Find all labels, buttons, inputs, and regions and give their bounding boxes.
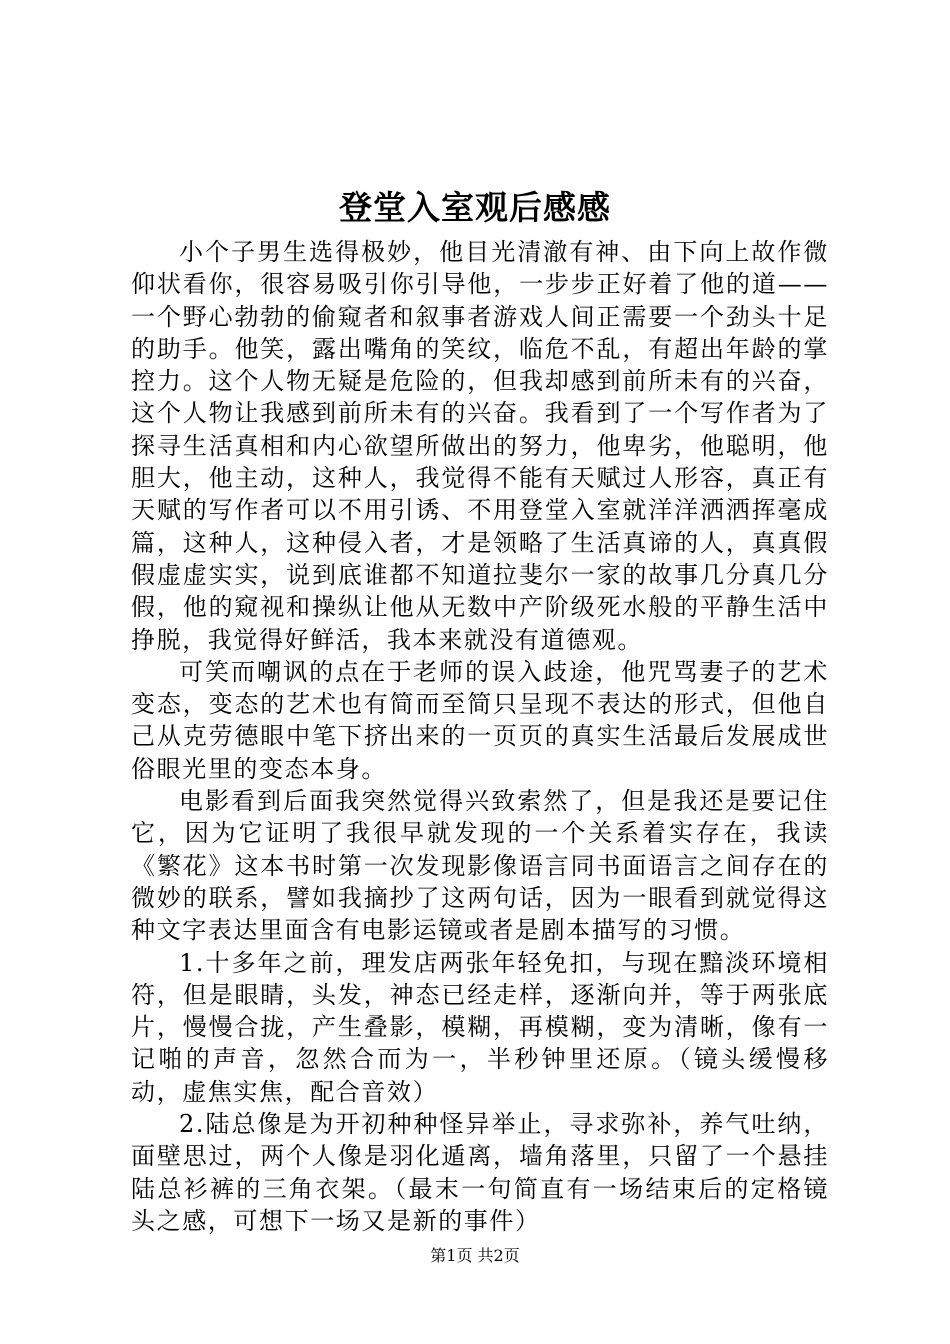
- paragraph-3: 电影看到后面我突然觉得兴致索然了，但是我还是要记住它，因为它证明了我很早就发现的一个关系着实存在，我读《繁花》这本书时第一次发现影像语言同书面语言之间存在的微妙的联系，譬如我摘抄了这两句话，因为一眼看到就觉得这种文字表达里面含有电影运镜或者是剧本描写的习惯。: [131, 787, 829, 945]
- page-number-footer: 第1页 共2页: [430, 1246, 520, 1265]
- paragraph-4: 1.十多年之前，理发店两张年轻免扣，与现在黯淡环境相符，但是眼睛，头发，神态已经走样，逐渐向并，等于两张底片，慢慢合拢，产生叠影，模糊，再模糊，变为清晰，像有一记啪的声音，忽然合而为一，半秒钟里还原。（镜头缓慢移动，虚焦实焦，配合音效）: [131, 948, 829, 1106]
- paragraph-5: 2.陆总像是为开初种种怪异举止，寻求弥补，养气吐纳，面壁思过，两个人像是羽化遁离，墙角落里，只留了一个悬挂陆总衫裤的三角衣架。（最末一句简直有一场结束后的定格镜头之感，可想下一场又是新的事件）: [131, 1110, 829, 1235]
- paragraph-2: 可笑而嘲讽的点在于老师的误入歧途，他咒骂妻子的艺术变态，变态的艺术也有简而至简只呈现不表达的形式，但他自己从克劳德眼中笔下挤出来的一页页的真实生活最后发展成世俗眼光里的变态本身。: [131, 657, 829, 783]
- document-body: [131, 236, 829, 1237]
- paragraph-1: 小个子男生选得极妙，他目光清澈有神、由下向上故作微仰状看你，很容易吸引你引导他，一步步正好着了他的道——一个野心勃勃的偷窥者和叙事者游戏人间正需要一个劲头十足的助手。他笑，露出嘴角的笑纹，临危不乱，有超出年龄的掌控力。这个人物无疑是危险的，但我却感到前所未有的兴奋，这个人物让我感到前所未有的兴奋。我看到了一个写作者为了探寻生活真相和内心欲望所做出的努力，他卑劣，他聪明，他胆大，他主动，这种人，我觉得不能有天赋过人形容，真正有天赋的写作者可以不用引诱、不用登堂入室就洋洋洒洒挥毫成篇，这种人，这种侵入者，才是领略了生活真谛的人，真真假假虚虚实实，说到底谁都不知道拉斐尔一家的故事几分真几分假，他的窥视和操纵让他从无数中产阶级死水般的平静生活中挣脱，我觉得好鲜活，我本来就没有道德观。: [131, 238, 829, 654]
- document-title: 登堂入室观后感感: [339, 188, 611, 227]
